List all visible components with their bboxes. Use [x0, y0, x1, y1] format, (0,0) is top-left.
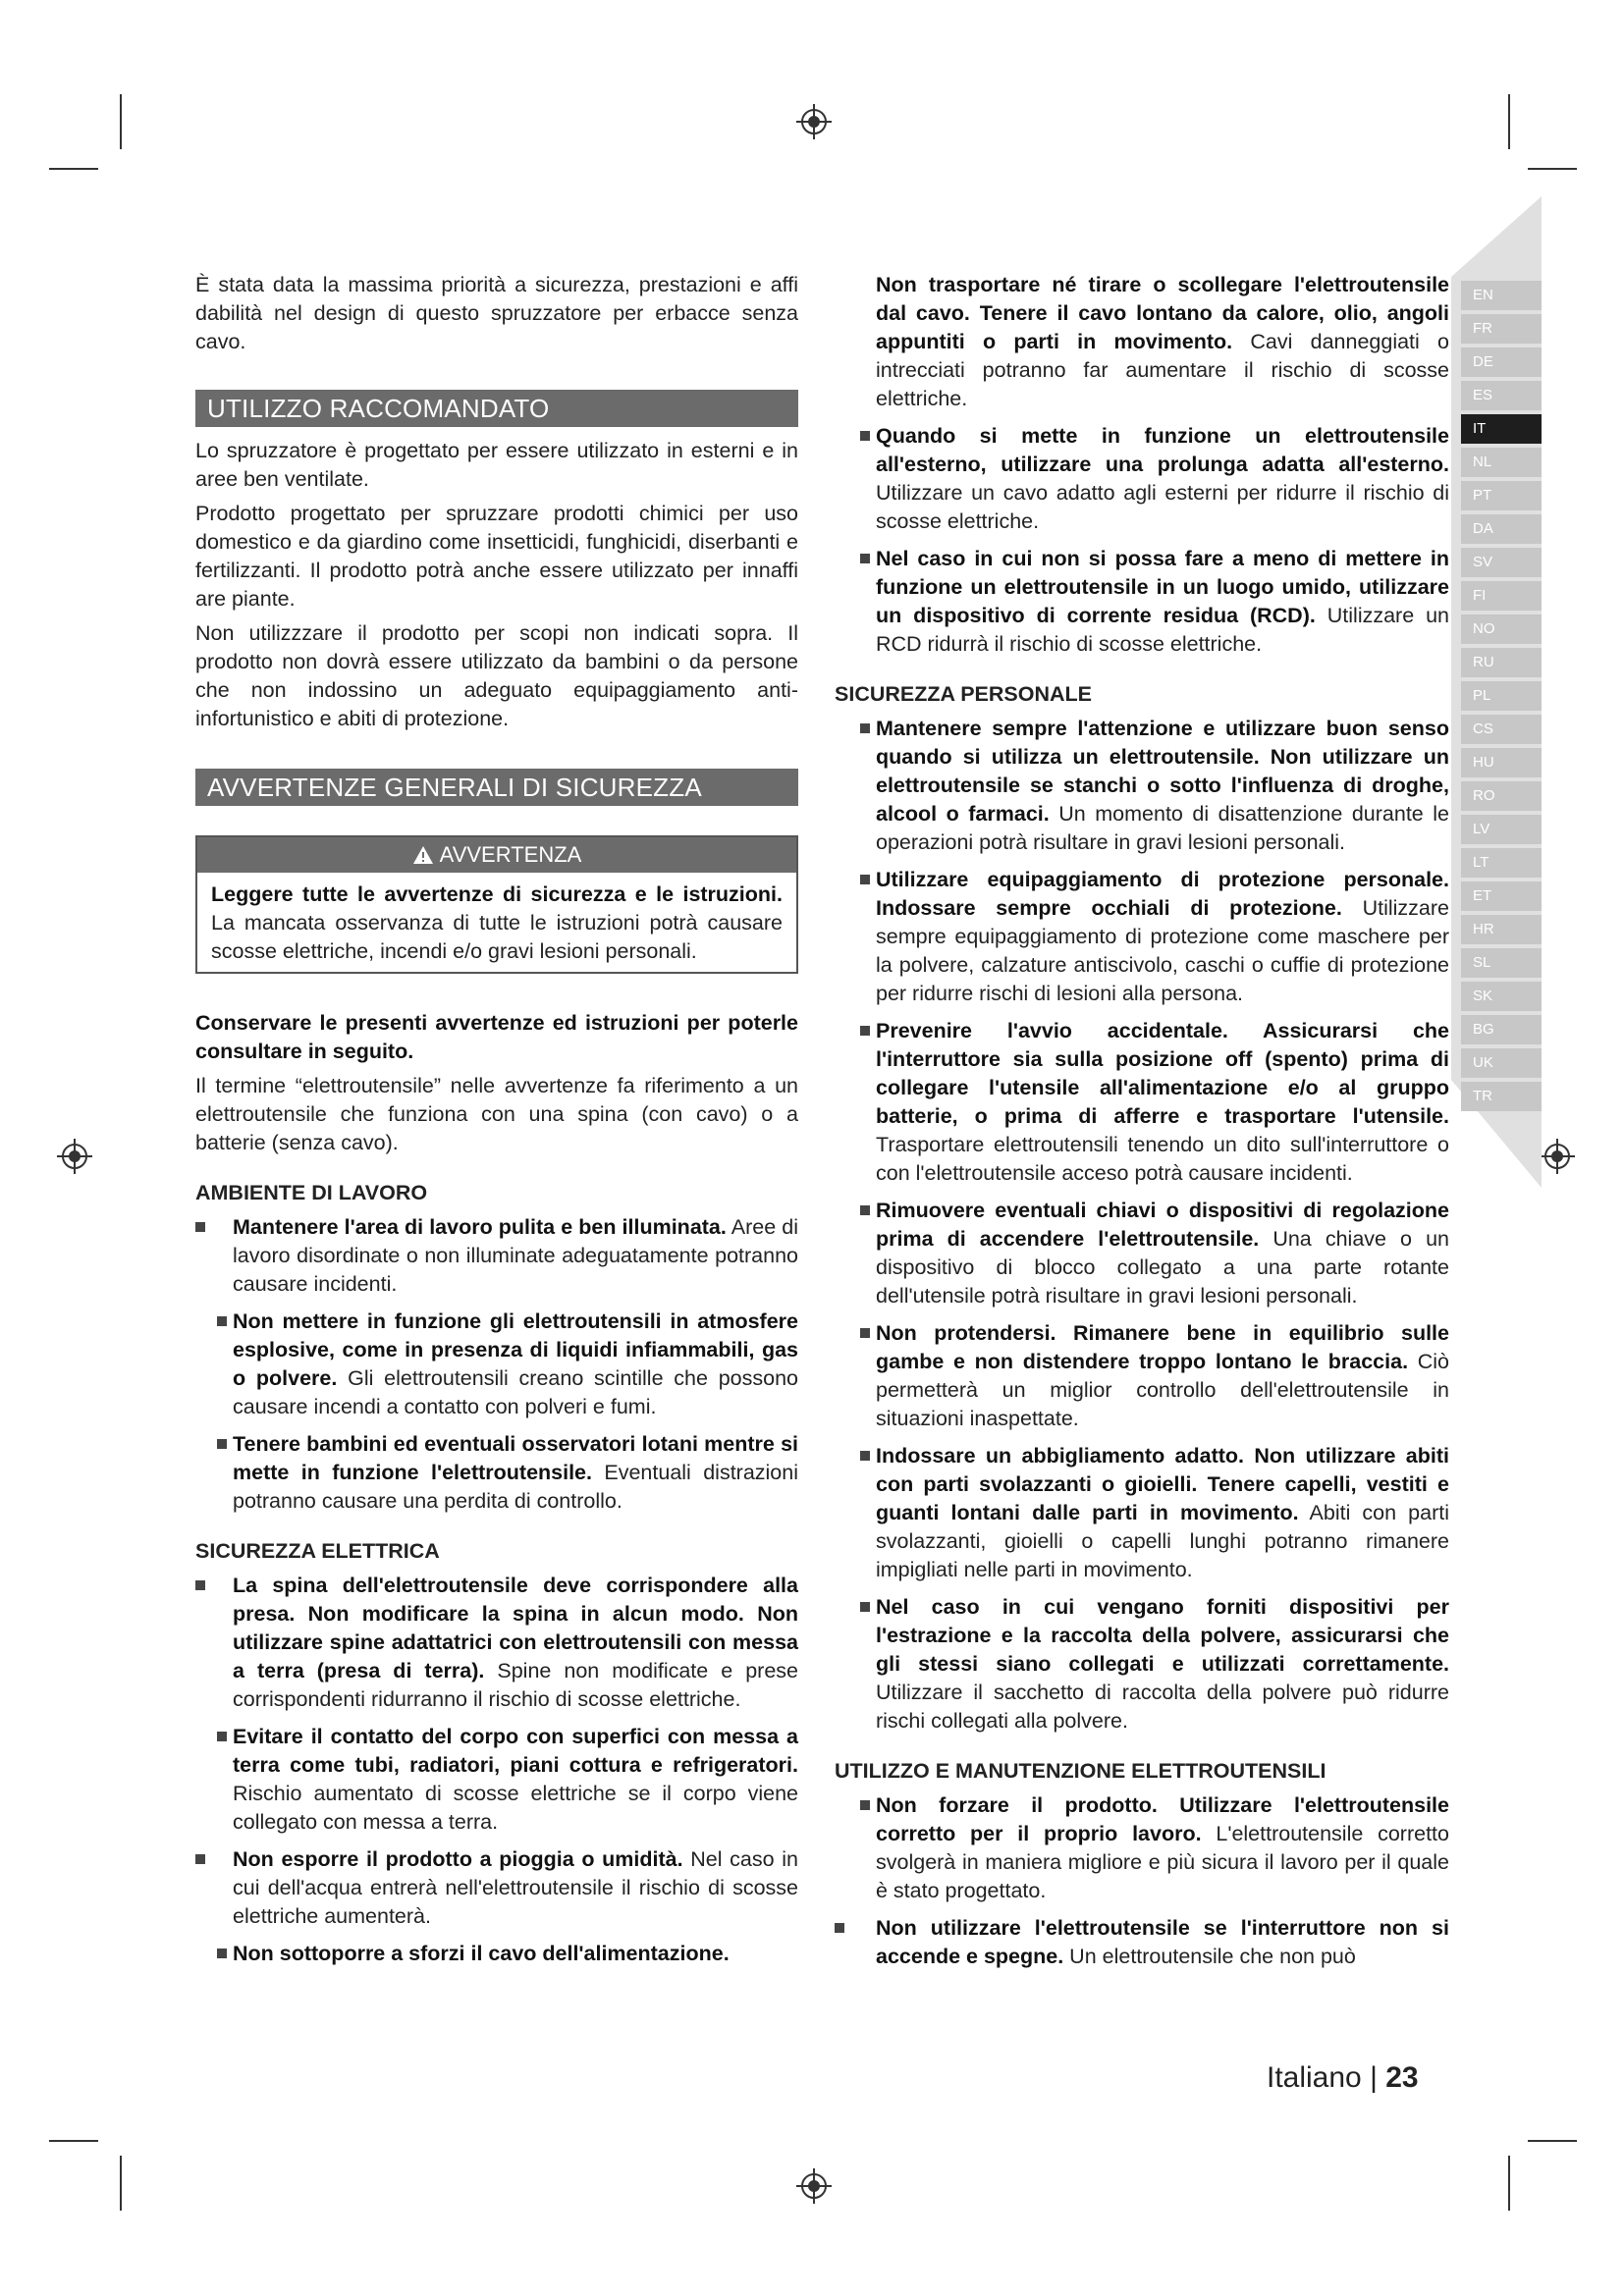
paragraph: Prodotto progettato per spruzzare prodotti chimici per uso domestico e da giardino come insetticidi, funghicidi, diserbanti e fertilizzanti. Il prodotto potrà anche essere utilizzato per innaffi are piante.: [195, 502, 798, 611]
language-tab-et: ET: [1461, 881, 1542, 911]
list-item: Indossare un abbigliamento adatto. Non utilizzare abiti con parti svolazzanti o gioielli. Tenere capelli, vestiti e guanti lontani dalle parti in movimento. Abiti con parti svolazzanti, gioielli o capelli lunghi potranno rimanere impigliati nelle parti in movimento.: [835, 1442, 1449, 1584]
language-tab-bg: BG: [1461, 1015, 1542, 1044]
language-tab-no: NO: [1461, 614, 1542, 644]
registration-mark-icon: [55, 1137, 94, 1176]
warning-triangle-icon: [412, 845, 434, 865]
paragraph: Il termine “elettroutensile” nelle avvertenze fa riferimento a un elettroutensile che funziona con una spina (con cavo) o a batterie (senza cavo).: [195, 1074, 798, 1154]
crop-mark: [1528, 2140, 1577, 2142]
crop-mark: [1508, 94, 1510, 149]
section-title-recommended-use: UTILIZZO RACCOMANDATO: [195, 390, 798, 427]
registration-mark-icon: [794, 102, 834, 141]
language-tab-fr: FR: [1461, 314, 1542, 344]
language-tab-sv: SV: [1461, 548, 1542, 577]
heading-electrical-safety: SICUREZZA ELETTRICA: [195, 1539, 440, 1563]
language-tab-fi: FI: [1461, 581, 1542, 611]
crop-mark: [1528, 168, 1577, 170]
language-tab-it: IT: [1461, 414, 1542, 444]
list-item: Mantenere l'area di lavoro pulita e ben illuminata. Aree di lavoro disordinate o non illuminate adeguatamente potranno causare incidenti.: [195, 1213, 798, 1299]
language-tab-ro: RO: [1461, 781, 1542, 811]
list-item: La spina dell'elettroutensile deve corrispondere alla presa. Non modificare la spina in alcun modo. Non utilizzare spine adattatrici con elettroutensili con messa a terra (presa di terra). Spine non modificate e prese corrispondenti ridurranno il rischio di scosse elettriche.: [195, 1572, 798, 1714]
warning-body: [197, 873, 796, 972]
list-item: Non protendersi. Rimanere bene in equilibrio sulle gambe e non distendere troppo lontano le braccia. Ciò permetterà un miglior controllo dell'elettroutensile in situazioni inaspettate.: [835, 1319, 1449, 1433]
crop-mark: [49, 2140, 98, 2142]
language-tab-lv: LV: [1461, 815, 1542, 844]
warning-text: La mancata osservanza di tutte le istruzioni potrà causare scosse elettriche, incendi e/o gravi lesioni personali.: [211, 911, 783, 963]
list-item: Non forzare il prodotto. Utilizzare l'elettroutensile corretto per il proprio lavoro. L'elettroutensile corretto svolgerà in maniera migliore e più sicura il lavoro per il quale è stato progettato.: [835, 1791, 1449, 1905]
list-item: Non mettere in funzione gli elettroutensili in atmosfere esplosive, come in presenza di liquidi infiammabili, gas o polvere. Gli elettroutensili creano scintille che possono causare incendi a contatto con polveri e fumi.: [195, 1308, 798, 1421]
language-tab-ru: RU: [1461, 648, 1542, 677]
keep-bold: Conservare le presenti avvertenze ed istruzioni per poterle consultare in seguito.: [195, 1011, 798, 1063]
language-tab-da: DA: [1461, 514, 1542, 544]
heading-work-area: AMBIENTE DI LAVORO: [195, 1181, 428, 1204]
crop-mark: [120, 94, 122, 149]
left-column: [195, 271, 798, 1977]
warning-title: AVVERTENZA: [439, 842, 582, 867]
language-tab-de: DE: [1461, 347, 1542, 377]
crop-mark: [49, 168, 98, 170]
registration-mark-icon: [794, 2166, 834, 2206]
list-item: Tenere bambini ed eventuali osservatori lotani mentre si mette in funzione l'elettroutensile. Eventuali distrazioni potranno causare una perdita di controllo.: [195, 1430, 798, 1516]
list-item: Non esporre il prodotto a pioggia o umidità. Nel caso in cui dell'acqua entrerà nell'elettroutensile il rischio di scosse elettriche aumenterà.: [195, 1845, 798, 1931]
list-item: Utilizzare equipaggiamento di protezione personale. Indossare sempre occhiali di protezione. Utilizzare sempre equipaggiamento di protezione come maschere per la polvere, calzature antiscivolo, caschi o cuffie di protezione per ridurre rischi di lesioni alla persona.: [835, 866, 1449, 1008]
language-tab-nl: NL: [1461, 448, 1542, 477]
crop-mark: [120, 2156, 122, 2211]
language-tab-tr: TR: [1461, 1082, 1542, 1111]
warning-header: [197, 837, 796, 873]
list-item: Rimuovere eventuali chiavi o dispositivi di regolazione prima di accendere l'elettroutensile. Una chiave o un dispositivo di blocco collegato a una parte rotante dell'utensile potrà risultare in gravi lesioni personali.: [835, 1197, 1449, 1310]
language-tab-pl: PL: [1461, 681, 1542, 711]
language-tab-hu: HU: [1461, 748, 1542, 777]
language-tab-sl: SL: [1461, 948, 1542, 978]
heading-personal-safety: SICUREZZA PERSONALE: [835, 682, 1092, 706]
language-tab-uk: UK: [1461, 1048, 1542, 1078]
language-tab-es: ES: [1461, 381, 1542, 410]
list-item: Non sottoporre a sforzi il cavo dell'alimentazione.: [195, 1940, 798, 1968]
language-tab-lt: LT: [1461, 848, 1542, 878]
paragraph: Non utilizzzare il prodotto per scopi non indicati sopra. Il prodotto non dovrà essere utilizzato da bambini o da persone che non indossino un adeguato equipaggiamento anti-infortunistico e abiti di protezione.: [195, 621, 798, 730]
registration-mark-icon: [1538, 1137, 1577, 1176]
list-item: Nel caso in cui vengano forniti dispositivi per l'estrazione e la raccolta della polvere, assicurarsi che gli stessi siano collegati e utilizzati correttamente. Utilizzare il sacchetto di raccolta della polvere può ridurre rischi collegati alla polvere.: [835, 1593, 1449, 1735]
list-item: Evitare il contatto del corpo con superfici con messa a terra come tubi, radiatori, piani cottura e refrigeratori. Rischio aumentato di scosse elettriche se il corpo viene collegato con messa a terra.: [195, 1723, 798, 1837]
warning-bold: Leggere tutte le avvertenze di sicurezza e le istruzioni.: [211, 882, 783, 906]
page-number: 23: [1385, 2061, 1419, 2094]
list-item: Non utilizzare l'elettroutensile se l'interruttore non si accende e spegne. Un elettroutensile che non può: [835, 1914, 1449, 1971]
language-tab-hr: HR: [1461, 915, 1542, 944]
language-tab-sk: SK: [1461, 982, 1542, 1011]
heading-tool-use: UTILIZZO E MANUTENZIONE ELETTROUTENSILI: [835, 1759, 1326, 1783]
list-item: Prevenire l'avvio accidentale. Assicurarsi che l'interruttore sia sulla posizione off (spento) prima di collegare l'utensile all'alimentazione e/o al gruppo batterie, o prima di afferre e trasportare l'utensile. Trasportare elettroutensili tenendo un dito sull'interruttore o con l'elettroutensile acceso potrà causare incidenti.: [835, 1017, 1449, 1188]
page-footer: [1267, 2061, 1419, 2095]
list-item: Mantenere sempre l'attenzione e utilizzare buon senso quando si utilizza un elettroutensile. Non utilizzare un elettroutensile se stanchi o sotto l'influenza di droghe, alcool o farmaci. Un momento di disattenzione durante le operazioni potrà risultare in gravi lesioni personali.: [835, 715, 1449, 857]
list-item: Quando si mette in funzione un elettroutensile all'esterno, utilizzare una prolunga adatta all'esterno. Utilizzare un cavo adatto agli esterni per ridurre il rischio di scosse elettriche.: [835, 422, 1449, 536]
footer-language: Italiano |: [1267, 2061, 1378, 2094]
keep-instructions: [195, 1009, 798, 1066]
crop-mark: [1508, 2156, 1510, 2211]
list-item: Non trasportare né tirare o scollegare l'elettroutensile dal cavo. Tenere il cavo lontano da calore, olio, angoli appuntiti o parti in movimento. Cavi danneggiati o intrecciati potranno far aumentare il rischio di scosse elettriche.: [876, 273, 1449, 410]
intro-text: È stata data la massima priorità a sicurezza, prestazioni e affi dabilità nel design di questo spruzzatore per erbacce senza cavo.: [195, 273, 798, 353]
right-column: [835, 271, 1449, 1980]
section-title-general-safety: AVVERTENZE GENERALI DI SICUREZZA: [195, 769, 798, 806]
paragraph: Lo spruzzatore è progettato per essere utilizzato in esterni e in aree ben ventilate.: [195, 439, 798, 491]
warning-box: [195, 835, 798, 974]
language-tab-cs: CS: [1461, 715, 1542, 744]
language-tab-en: EN: [1461, 281, 1542, 310]
language-tab-pt: PT: [1461, 481, 1542, 510]
list-item: Nel caso in cui non si possa fare a meno di mettere in funzione un elettroutensile in un luogo umido, utilizzare un dispositivo di corrente residua (RCD). Utilizzare un RCD ridurrà il rischio di scosse elettriche.: [835, 545, 1449, 659]
